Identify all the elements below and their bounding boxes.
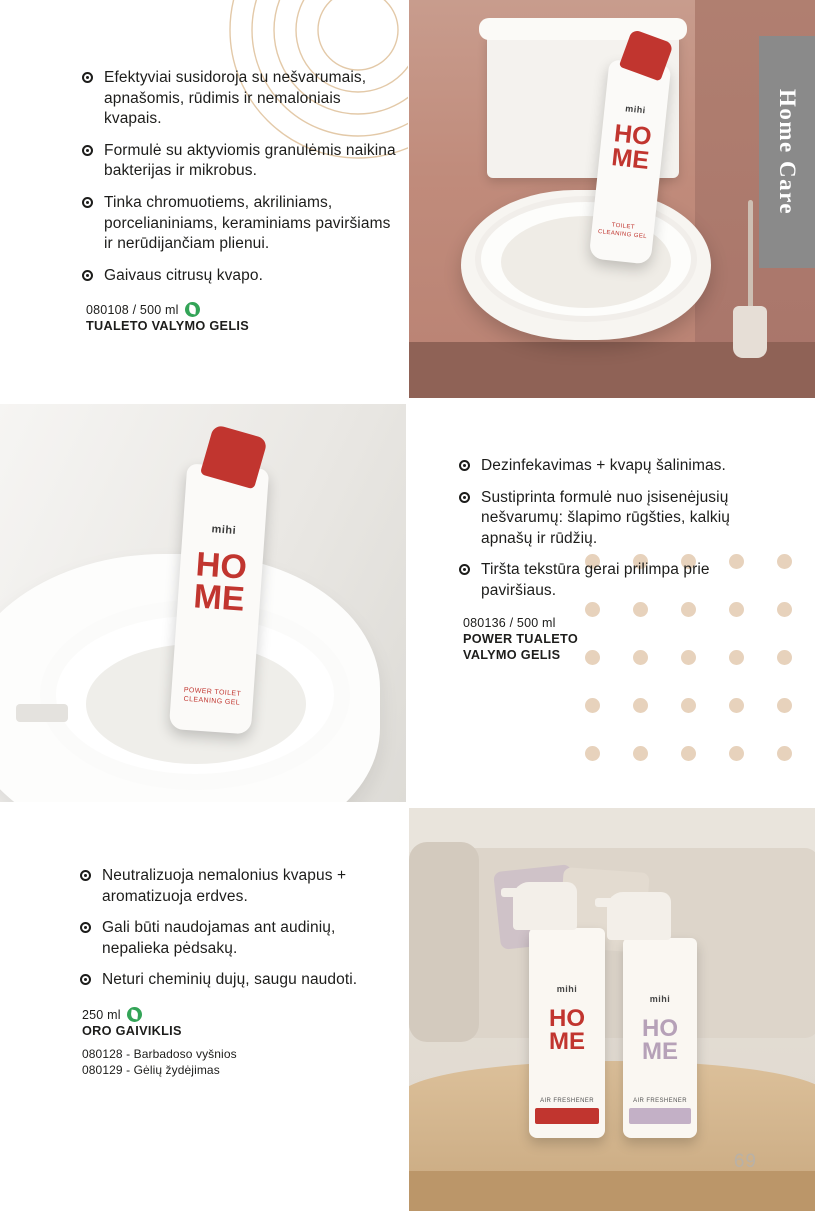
list-item-text: Tiršta tekstūra gerai prilimpa prie paviršiaus. (481, 561, 710, 600)
bottle-footer-line1: TOILET (611, 222, 636, 232)
list-item-text: Sustiprinta formulė nuo įsisenėjusių nešvarumų: šlapimo rūgšties, kalkių apnašų ir rūdžių. (481, 488, 731, 547)
bottle-title (177, 545, 263, 620)
air-freshener-meta (82, 1007, 398, 1078)
bottle-title-line2: ME (642, 1037, 678, 1065)
product-code (82, 1007, 398, 1022)
power-toilet-gel-bullet-list (457, 456, 757, 602)
bottle-footer: AIR FRESHENER (540, 1098, 594, 1104)
decorative-dot (729, 746, 744, 761)
list-item (80, 266, 400, 287)
list-item (80, 68, 400, 130)
bottle-brand: mihi (649, 994, 671, 1004)
bottle-band (629, 1108, 691, 1124)
product-name-line1: POWER TUALETO (463, 631, 579, 646)
decorative-dot (681, 698, 696, 713)
bullet-icon (80, 922, 91, 933)
sofa-arm (409, 842, 479, 1042)
list-item-text: Gali būti naudojamas ant audinių, nepalieka pėdsakų. (102, 919, 336, 957)
power-toilet-gel-text-block (409, 404, 815, 802)
bottle-title (598, 121, 665, 175)
product-name-line2: VALYMO GELIS (463, 647, 561, 662)
list-item-text: Dezinfekavimas + kvapų šalinimas. (481, 457, 726, 474)
product-name: TUALETO VALYMO GELIS (86, 319, 249, 334)
air-freshener-bottle-flower (623, 938, 697, 1138)
product-variant: 080128 - Barbadoso vyšnios (82, 1046, 237, 1061)
bullet-icon (80, 870, 91, 881)
bottle-title-line1: HO (612, 119, 653, 152)
bottle-footer: AIR FRESHENER (633, 1098, 687, 1104)
decorative-dot (729, 698, 744, 713)
decorative-dot (585, 746, 600, 761)
bottle-brand: mihi (211, 523, 237, 538)
bottle-brand: mihi (556, 984, 578, 994)
eco-leaf-icon (127, 1007, 142, 1022)
bottle-title-line1: HO (642, 1015, 678, 1042)
list-item (78, 918, 398, 959)
table-edge (409, 1171, 815, 1211)
product-code-text: 250 ml (82, 1007, 121, 1022)
toilet-brush-handle (748, 200, 753, 310)
spray-nozzle (595, 898, 615, 907)
spray-trigger (513, 882, 577, 930)
toilet-gel-text-block (0, 0, 408, 398)
bottle-title-line1: HO (549, 1005, 585, 1032)
product-code (463, 616, 757, 630)
list-item (78, 970, 398, 991)
spray-nozzle (501, 888, 521, 897)
page-number: 69 (733, 1151, 757, 1172)
decorative-dot (777, 746, 792, 761)
list-item-text: Tinka chromuotiems, akriliniams, porcelianiniams, keraminiams paviršiams ir nerūdijančiam plienui. (104, 194, 391, 253)
decorative-dot (585, 698, 600, 713)
decorative-dot (777, 698, 792, 713)
list-item (80, 193, 400, 255)
bottle-footer-line2: CLEANING GEL (597, 229, 648, 241)
bottle-footer-line1: POWER TOILET (183, 686, 242, 698)
list-item (78, 866, 398, 907)
product-variant: 080129 - Gėlių žydėjimas (82, 1063, 220, 1078)
product-name: ORO GAIVIKLIS (82, 1024, 182, 1039)
list-item (80, 141, 400, 182)
list-item-text: Efektyviai susidoroja su nešvarumais, apnašomis, rūdimis ir nemaloniais kvapais. (104, 69, 367, 128)
section-tab-home-care (759, 36, 815, 268)
eco-leaf-icon (185, 302, 200, 317)
bottle-title (623, 1015, 697, 1065)
bullet-icon (459, 564, 470, 575)
bullet-icon (80, 974, 91, 985)
product-code (86, 302, 400, 317)
list-item-text: Gaivaus citrusų kvapo. (104, 266, 263, 284)
air-freshener-bullet-list (78, 866, 398, 991)
decorative-dot (777, 602, 792, 617)
toilet-gel-photo (409, 0, 815, 398)
product-code-text: 080136 / 500 ml (463, 615, 556, 630)
section-tab-label: Home Care (775, 88, 800, 216)
bullet-icon (459, 460, 470, 471)
product-code-text: 080108 / 500 ml (86, 302, 179, 317)
decorative-dot (777, 650, 792, 665)
list-item-text: Neutralizuoja nemalonius kvapus + aromatizuoja erdves. (102, 867, 347, 905)
air-freshener-bottle-cherry (529, 928, 605, 1138)
bottle-footer-line2: CLEANING GEL (183, 695, 241, 707)
bottle-title-line2: ME (610, 142, 651, 175)
list-item (457, 560, 757, 601)
decorative-dot (777, 554, 792, 569)
toilet-gel-meta (86, 302, 400, 335)
toilet-brush-holder (733, 306, 767, 358)
list-item-text: Formulė su aktyviomis granulėmis naikina bakterijas ir mikrobus. (104, 141, 396, 180)
bottle-footer (591, 221, 654, 243)
list-item (457, 456, 757, 477)
product-name (463, 632, 757, 664)
toilet-gel-bullet-list (80, 68, 400, 286)
spray-trigger (607, 892, 671, 940)
bottle-title-line1: HO (194, 545, 249, 587)
bottle-band (535, 1108, 599, 1124)
list-item-text: Neturi cheminių dujų, saugu naudoti. (102, 971, 358, 989)
decorative-dot (681, 746, 696, 761)
air-freshener-photo (409, 808, 815, 1211)
bullet-icon (82, 72, 93, 83)
decorative-dot (633, 746, 648, 761)
bottle-brand: mihi (624, 103, 647, 116)
bottle-title-line2: ME (549, 1027, 585, 1055)
bottle-footer (171, 685, 254, 709)
power-toilet-gel-meta (463, 616, 757, 664)
bullet-icon (459, 492, 470, 503)
toilet-seat-hinge (16, 704, 68, 722)
list-item (457, 488, 757, 550)
bullet-icon (82, 270, 93, 281)
bullet-icon (82, 145, 93, 156)
bottle-title-line2: ME (192, 577, 246, 620)
power-toilet-gel-photo (0, 404, 406, 802)
bottle-title (529, 1005, 605, 1055)
bullet-icon (82, 197, 93, 208)
air-freshener-text-block (0, 808, 406, 1211)
decorative-dot (633, 698, 648, 713)
